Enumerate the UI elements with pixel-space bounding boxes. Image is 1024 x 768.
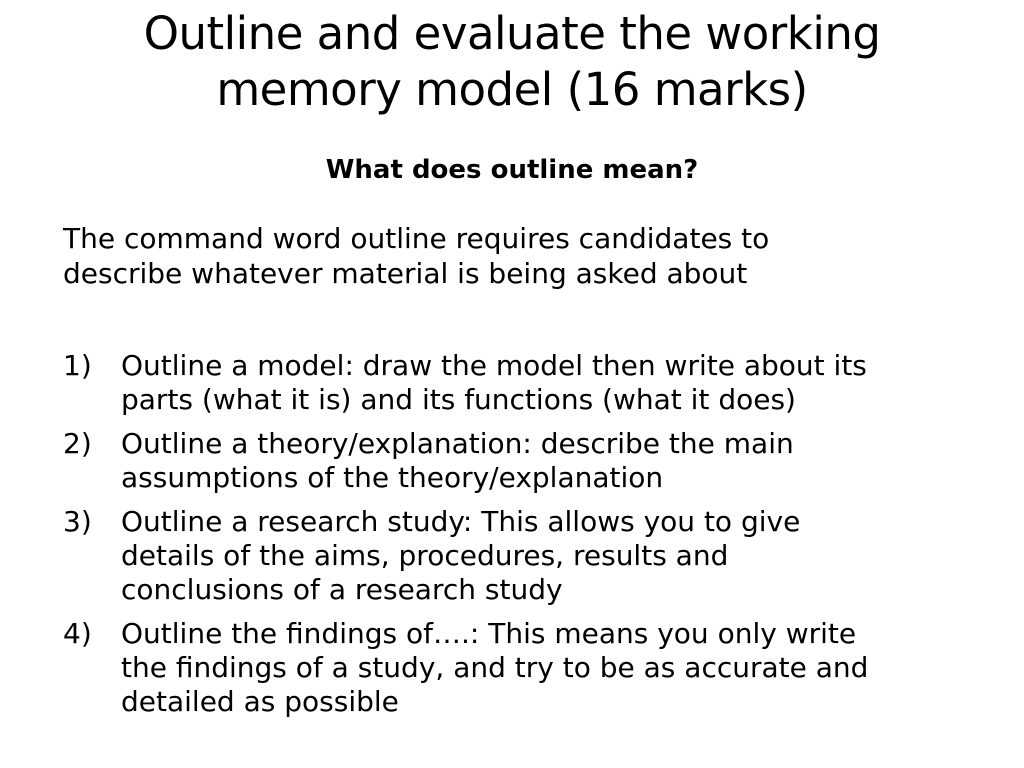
list-item-number: 2): [63, 427, 92, 460]
list-item-text: [121, 505, 983, 607]
list-item-number: 4): [63, 617, 92, 650]
list-item-line: assumptions of the theory/explanation: [121, 461, 664, 494]
title-line-2: memory model (16 marks): [216, 63, 808, 116]
intro-paragraph: [63, 221, 963, 291]
list-item-number: 3): [63, 505, 92, 538]
list-item-line: Outline the findings of….: This means you only write: [121, 617, 857, 650]
list-item-text: [121, 427, 983, 495]
list-item-line: parts (what it is) and its functions (what it does): [121, 383, 796, 416]
list-item-text: [121, 617, 983, 719]
list-item: [63, 427, 983, 495]
list-item-line: details of the aims, procedures, results and: [121, 539, 729, 572]
list-item: [63, 617, 983, 719]
title-line-1: Outline and evaluate the working: [143, 7, 881, 60]
list-item: [63, 349, 983, 417]
list-item-line: detailed as possible: [121, 685, 399, 718]
list-item-line: Outline a research study: This allows you to give: [121, 505, 801, 538]
list-item-line: the findings of a study, and try to be as accurate and: [121, 651, 869, 684]
numbered-list: [63, 349, 983, 729]
slide-title: [60, 6, 964, 118]
list-item-line: Outline a theory/explanation: describe the main: [121, 427, 794, 460]
list-item: [63, 505, 983, 607]
intro-line-2: describe whatever material is being asked about: [63, 257, 748, 290]
intro-line-1: The command word outline requires candidates to: [63, 222, 770, 255]
list-item-text: [121, 349, 983, 417]
list-item-line: Outline a model: draw the model then write about its: [121, 349, 867, 382]
list-item-line: conclusions of a research study: [121, 573, 563, 606]
list-item-number: 1): [63, 349, 92, 382]
slide-subtitle: What does outline mean?: [325, 155, 699, 185]
